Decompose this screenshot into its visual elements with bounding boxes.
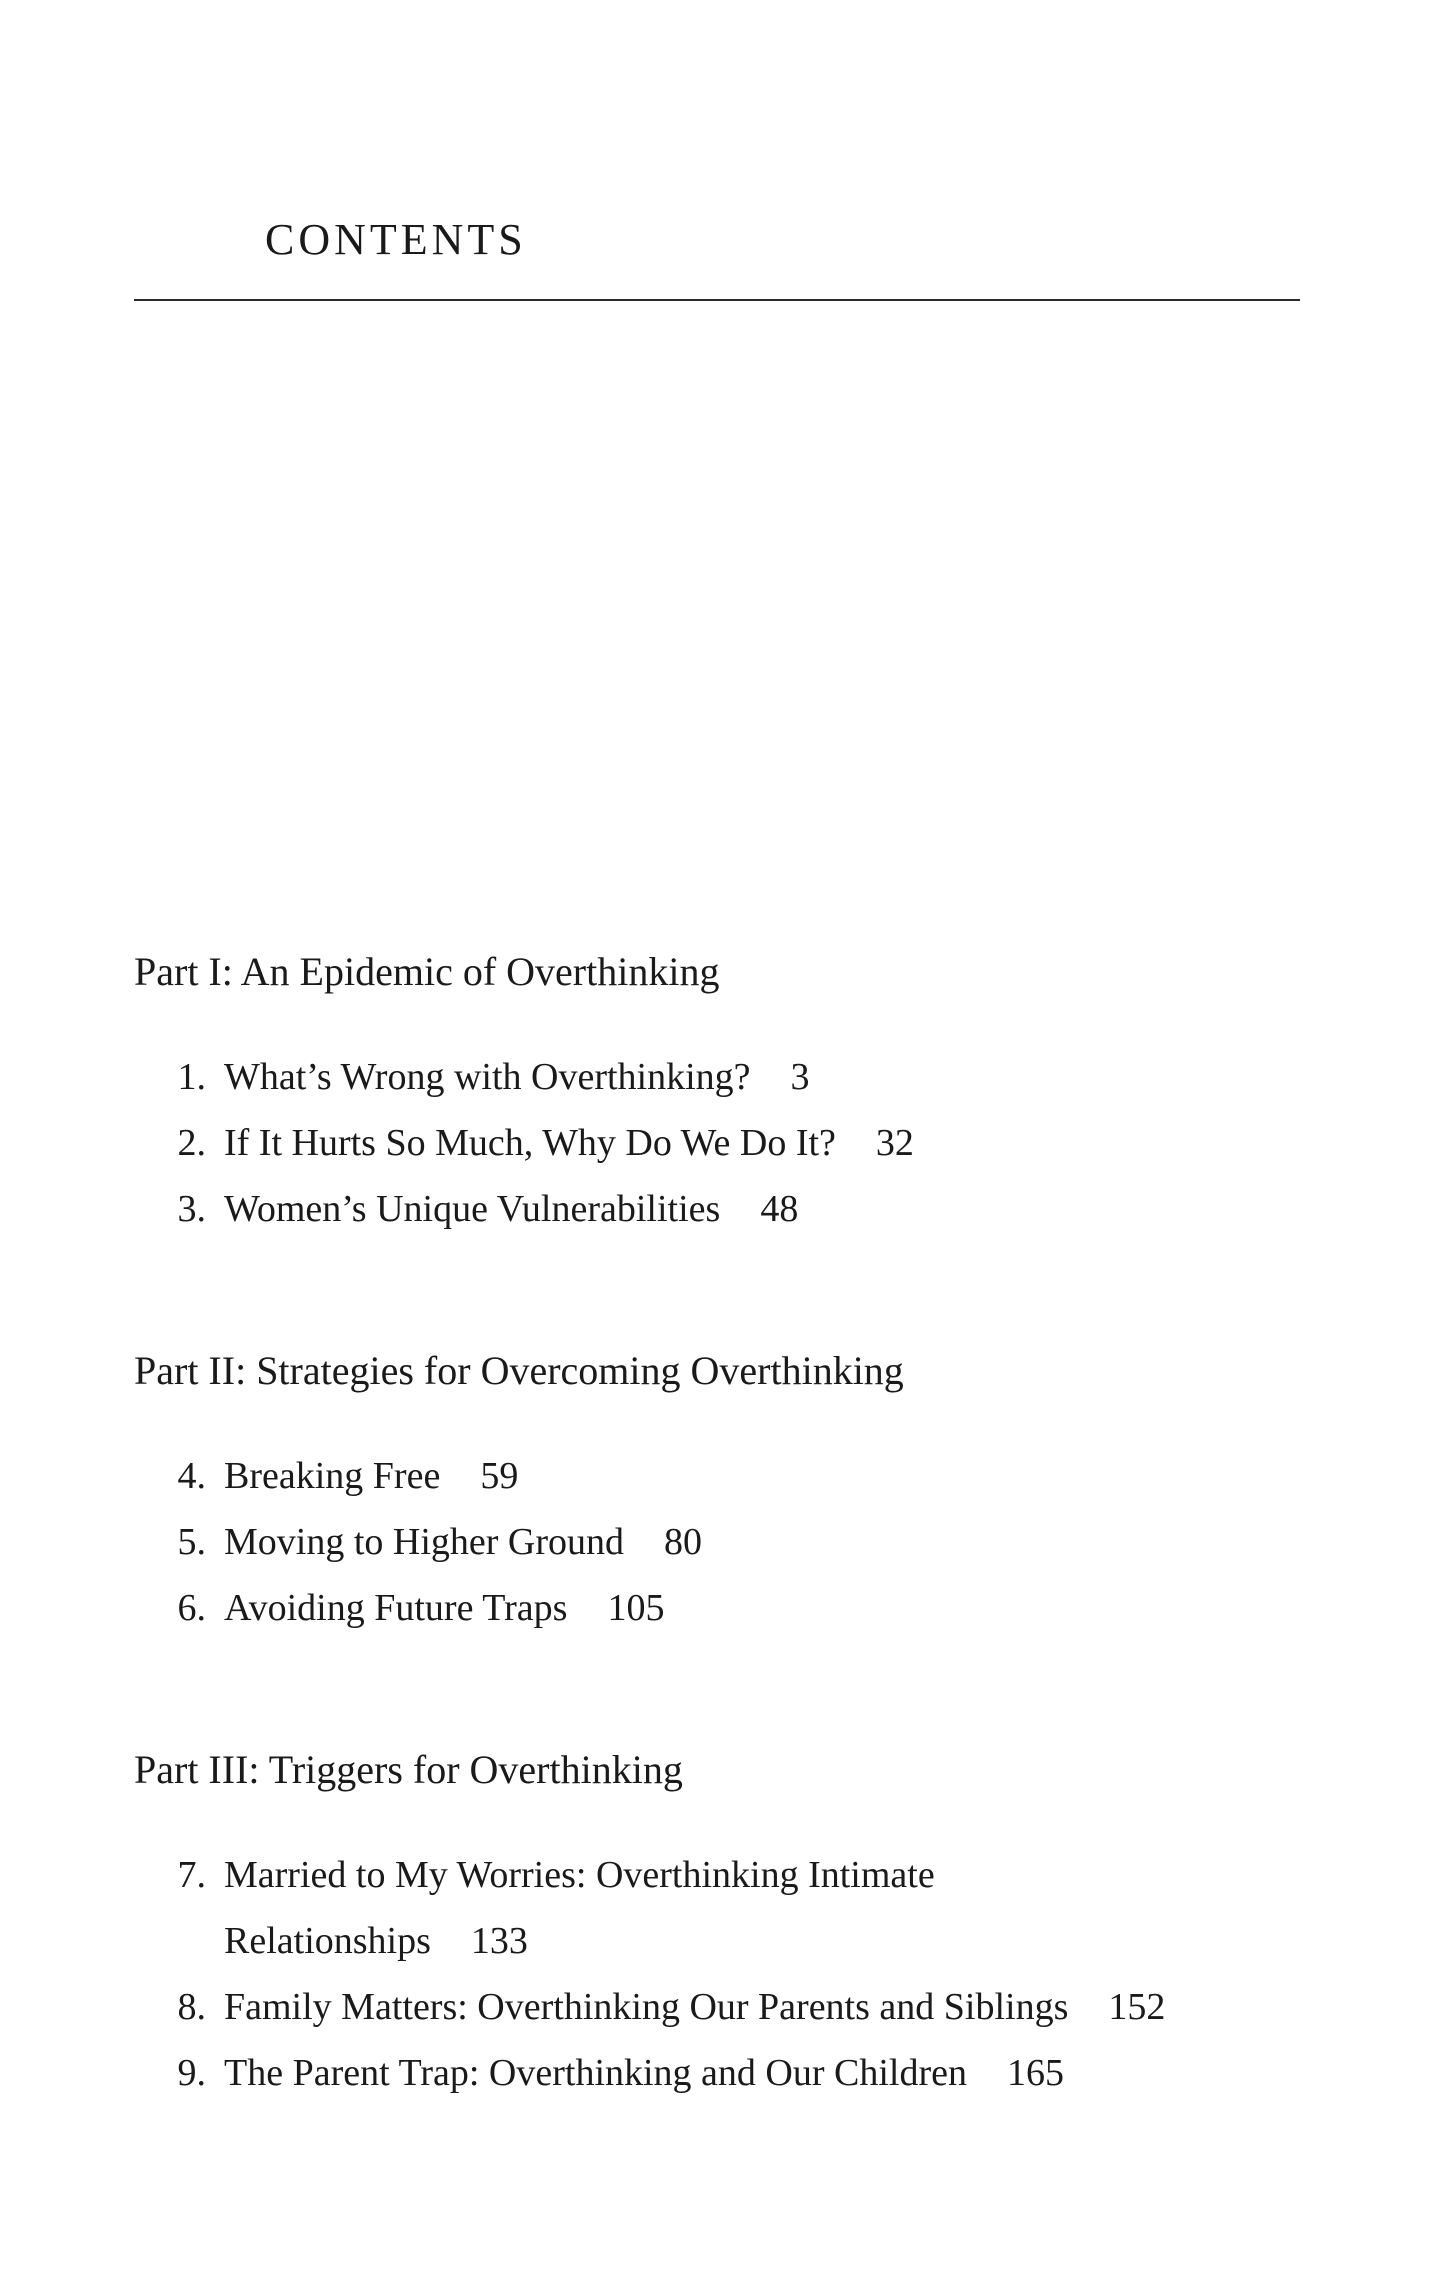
chapter-title: The Parent Trap: Overthinking and Our Children [224, 2052, 968, 2094]
chapter-title: Married to My Worries: Overthinking Intimate Relationships [224, 1854, 935, 1962]
chapter-entry[interactable] [134, 1842, 1334, 1974]
chapter-number: 4. [177, 1455, 206, 1497]
chapter-title: Women’s Unique Vulnerabilities [224, 1188, 721, 1230]
chapter-page-number: 80 [664, 1521, 703, 1563]
chapter-page-number: 3 [790, 1056, 810, 1098]
heading-rule [134, 299, 1300, 301]
chapter-title: Avoiding Future Traps [224, 1587, 568, 1629]
chapter-page-number: 165 [1007, 2052, 1065, 2094]
chapter-title: What’s Wrong with Overthinking? [224, 1056, 751, 1098]
chapter-title: If It Hurts So Much, Why Do We Do It? [224, 1122, 836, 1164]
chapter-number: 2. [177, 1122, 206, 1164]
chapter-entry[interactable] [134, 1509, 1334, 1575]
contents-heading: CONTENTS [265, 215, 527, 264]
chapter-entry[interactable] [134, 1110, 1334, 1176]
chapter-page-number: 105 [607, 1587, 665, 1629]
part-title: Part I: An Epidemic of Overthinking [134, 949, 720, 994]
chapter-entry[interactable] [134, 1575, 1334, 1641]
chapter-number: 8. [177, 1986, 206, 2028]
chapter-list [134, 1842, 1334, 2106]
chapter-entry[interactable] [134, 1044, 1334, 1110]
chapter-page-number: 152 [1108, 1986, 1166, 2028]
part-section [134, 1742, 1334, 2106]
chapter-list [134, 1044, 1334, 1242]
part-section [134, 944, 1334, 1242]
part-title: Part III: Triggers for Overthinking [134, 1747, 683, 1792]
chapter-number: 9. [177, 2052, 206, 2094]
chapter-title: Moving to Higher Ground [224, 1521, 625, 1563]
chapter-number: 6. [177, 1587, 206, 1629]
chapter-number: 3. [177, 1188, 206, 1230]
chapter-number: 7. [177, 1854, 206, 1896]
part-section [134, 1343, 1334, 1641]
chapter-entry[interactable] [134, 1974, 1334, 2040]
chapter-number: 5. [177, 1521, 206, 1563]
chapter-page-number: 32 [875, 1122, 914, 1164]
part-title: Part II: Strategies for Overcoming Overthinking [134, 1348, 904, 1393]
chapter-title: Family Matters: Overthinking Our Parents and Siblings [224, 1986, 1069, 2028]
chapter-entry[interactable] [134, 1443, 1334, 1509]
chapter-number: 1. [177, 1056, 206, 1098]
chapter-title: Breaking Free [224, 1455, 441, 1497]
chapter-entry[interactable] [134, 1176, 1334, 1242]
chapter-page-number: 48 [760, 1188, 799, 1230]
chapter-list [134, 1443, 1334, 1641]
chapter-page-number: 133 [470, 1920, 528, 1962]
chapter-entry[interactable] [134, 2040, 1334, 2106]
chapter-page-number: 59 [480, 1455, 519, 1497]
